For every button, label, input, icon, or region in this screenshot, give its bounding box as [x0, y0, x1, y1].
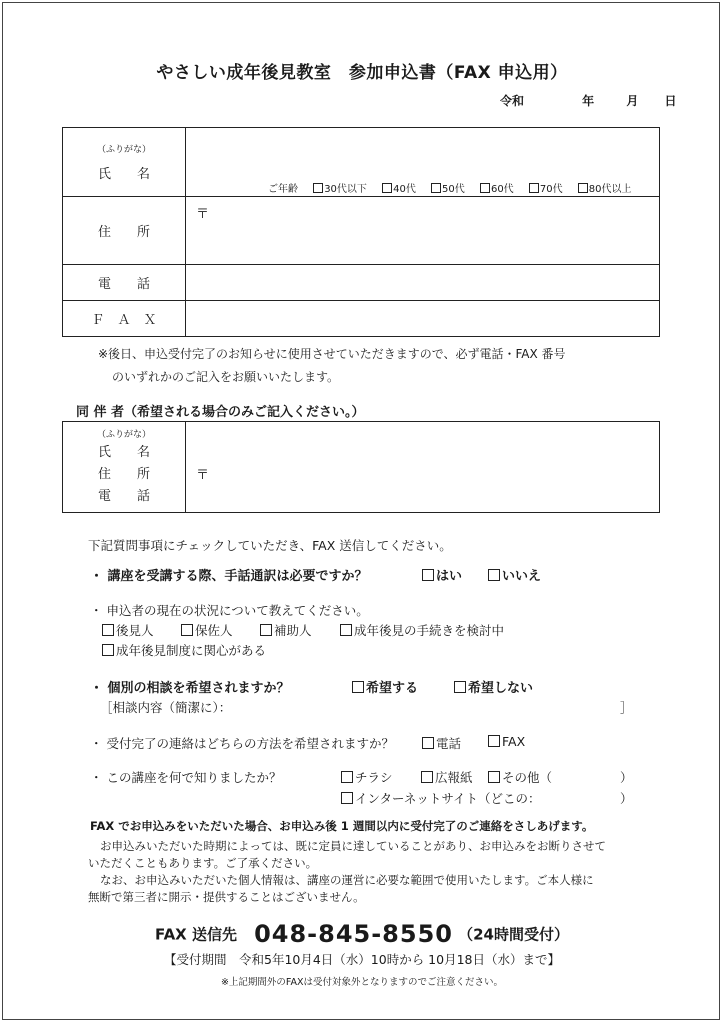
q4-fax[interactable]: FAX — [488, 734, 525, 749]
age-option-40[interactable]: 40代 — [382, 184, 416, 195]
checkbox-icon — [480, 183, 490, 193]
companion-address-label: 住 所 — [97, 467, 150, 482]
notice-p1-line2: いただくこともあります。ご了承ください。 — [88, 856, 318, 870]
name-label: 氏 名 — [97, 167, 150, 182]
q5-text: ・ この講座を何で知りましたか？ — [90, 770, 282, 785]
age-options — [268, 180, 632, 195]
name-field[interactable] — [186, 128, 660, 197]
phone-field[interactable] — [186, 265, 660, 301]
age-option-80[interactable]: 80代以上 — [578, 184, 632, 195]
q5-other[interactable]: その他（ — [488, 768, 552, 786]
phone-label: 電 話 — [63, 265, 186, 301]
page-title: やさしい成年後見教室 参加申込書（FAX 申込用） — [156, 63, 568, 83]
checkbox-icon — [340, 624, 352, 636]
fax-field[interactable] — [186, 301, 660, 337]
furigana-label: （ふりがな） — [96, 145, 151, 155]
companion-field[interactable] — [186, 422, 660, 513]
q5-newsletter[interactable]: 広報紙 — [421, 768, 473, 786]
address-label: 住 所 — [63, 197, 186, 265]
name-label-cell — [63, 128, 186, 197]
q1-text: ・ 講座を受講する際、手話通訳は必要ですか？ — [90, 569, 368, 584]
checkbox-icon — [488, 771, 500, 783]
age-option-30[interactable]: 30代以下 — [313, 184, 367, 195]
date-month: 月 — [626, 94, 639, 108]
checkbox-icon — [181, 624, 193, 636]
date-era: 令和 — [500, 94, 525, 108]
age-option-50[interactable]: 50代 — [431, 184, 465, 195]
q2-option-assistant[interactable]: 補助人 — [260, 621, 312, 639]
fax-label: Ｆ Ａ Ｘ — [63, 301, 186, 337]
notice-p1-line1: お申込みいただいた時期によっては、既に定員に達していることがあり、お申込みをお断りさせて — [100, 839, 606, 853]
q2-option-considering[interactable]: 成年後見の手続きを検討中 — [340, 621, 504, 639]
q3-text: ・ 個別の相談を希望されますか？ — [90, 681, 290, 696]
checkbox-icon — [529, 183, 539, 193]
q3-detail-open: ［相談内容（簡潔に）： — [100, 700, 232, 715]
contact-note-line1: ※後日、申込受付完了のお知らせに使用させていただきますので、必ず電話・FAX 番号 — [98, 347, 566, 361]
q5-flyer[interactable]: チラシ — [341, 768, 393, 786]
age-option-60[interactable]: 60代 — [480, 184, 514, 195]
companion-name-label: 氏 名 — [97, 445, 150, 460]
applicant-table — [62, 127, 660, 337]
companion-table — [62, 421, 660, 513]
companion-heading: 同 伴 者（希望される場合のみご記入ください。） — [76, 405, 365, 420]
q3-detail-close: ］ — [620, 700, 633, 715]
date-year: 年 — [582, 94, 595, 108]
checkbox-icon — [421, 771, 433, 783]
checkbox-icon — [102, 644, 114, 656]
q5-internet[interactable]: インターネットサイト（どこの： — [341, 789, 541, 807]
companion-postal-mark: 〒 — [196, 467, 210, 483]
checkbox-icon — [382, 183, 392, 193]
checkbox-icon — [422, 569, 434, 581]
age-option-70[interactable]: 70代 — [529, 184, 563, 195]
q2-text: ・ 申込者の現在の状況について教えてください。 — [90, 603, 369, 618]
q1-no[interactable]: いいえ — [488, 565, 541, 584]
notice-p2-line2: 無断で第三者に開示・提供することはございません。 — [88, 890, 365, 904]
checkbox-icon — [488, 569, 500, 581]
age-label: ご年齢 — [268, 184, 298, 195]
postal-mark: 〒 — [196, 207, 210, 222]
survey-intro: 下記質問事項にチェックしていただき、FAX 送信してください。 — [88, 538, 452, 553]
checkbox-icon — [422, 737, 434, 749]
fax-footnote: ※上記期間外のFAXは受付対象外となりますのでご注意ください。 — [220, 977, 504, 988]
checkbox-icon — [341, 771, 353, 783]
fax-dest-hours: （24時間受付） — [458, 925, 569, 944]
checkbox-icon — [341, 792, 353, 804]
fax-destination — [0, 920, 724, 948]
checkbox-icon — [102, 624, 114, 636]
q4-phone[interactable]: 電話 — [422, 734, 461, 752]
date-line — [500, 92, 677, 109]
q3-detail-field[interactable] — [240, 698, 618, 714]
checkbox-icon — [352, 681, 364, 693]
q5-internet-close: ） — [620, 791, 633, 806]
address-field[interactable] — [186, 197, 660, 265]
q4-text: ・ 受付完了の連絡はどちらの方法を希望されますか？ — [90, 736, 394, 751]
q1-yes[interactable]: はい — [422, 565, 462, 584]
fax-dest-number: 048-845-8550 — [254, 920, 453, 948]
checkbox-icon — [260, 624, 272, 636]
checkbox-icon — [488, 735, 500, 747]
checkbox-icon — [313, 183, 323, 193]
checkbox-icon — [431, 183, 441, 193]
companion-phone-label: 電 話 — [97, 489, 150, 504]
fax-period: 【受付期間 令和5年10月4日（水）10時から 10月18日（水）まで】 — [163, 952, 560, 967]
date-day: 日 — [664, 94, 677, 108]
q2-option-interested[interactable]: 成年後見制度に関心がある — [102, 641, 266, 659]
checkbox-icon — [578, 183, 588, 193]
fax-dest-label: FAX 送信先 — [155, 925, 237, 944]
notice-bold: FAX でお申込みをいただいた場合、お申込み後 1 週間以内に受付完了のご連絡をさしあげます。 — [90, 819, 594, 833]
contact-note-line2: のいずれかのご記入をお願いいたします。 — [112, 370, 340, 384]
q2-option-curator[interactable]: 保佐人 — [181, 621, 233, 639]
q5-other-close: ） — [620, 770, 633, 785]
q3-no[interactable]: 希望しない — [454, 677, 533, 696]
checkbox-icon — [454, 681, 466, 693]
q2-option-guardian[interactable]: 後見人 — [102, 621, 154, 639]
companion-furigana: （ふりがな） — [96, 430, 151, 440]
q3-yes[interactable]: 希望する — [352, 677, 418, 696]
companion-label-cell — [63, 422, 186, 513]
notice-p2-line1: なお、お申込みいただいた個人情報は、講座の運営に必要な範囲で使用いたします。ご本人様に — [100, 873, 594, 887]
